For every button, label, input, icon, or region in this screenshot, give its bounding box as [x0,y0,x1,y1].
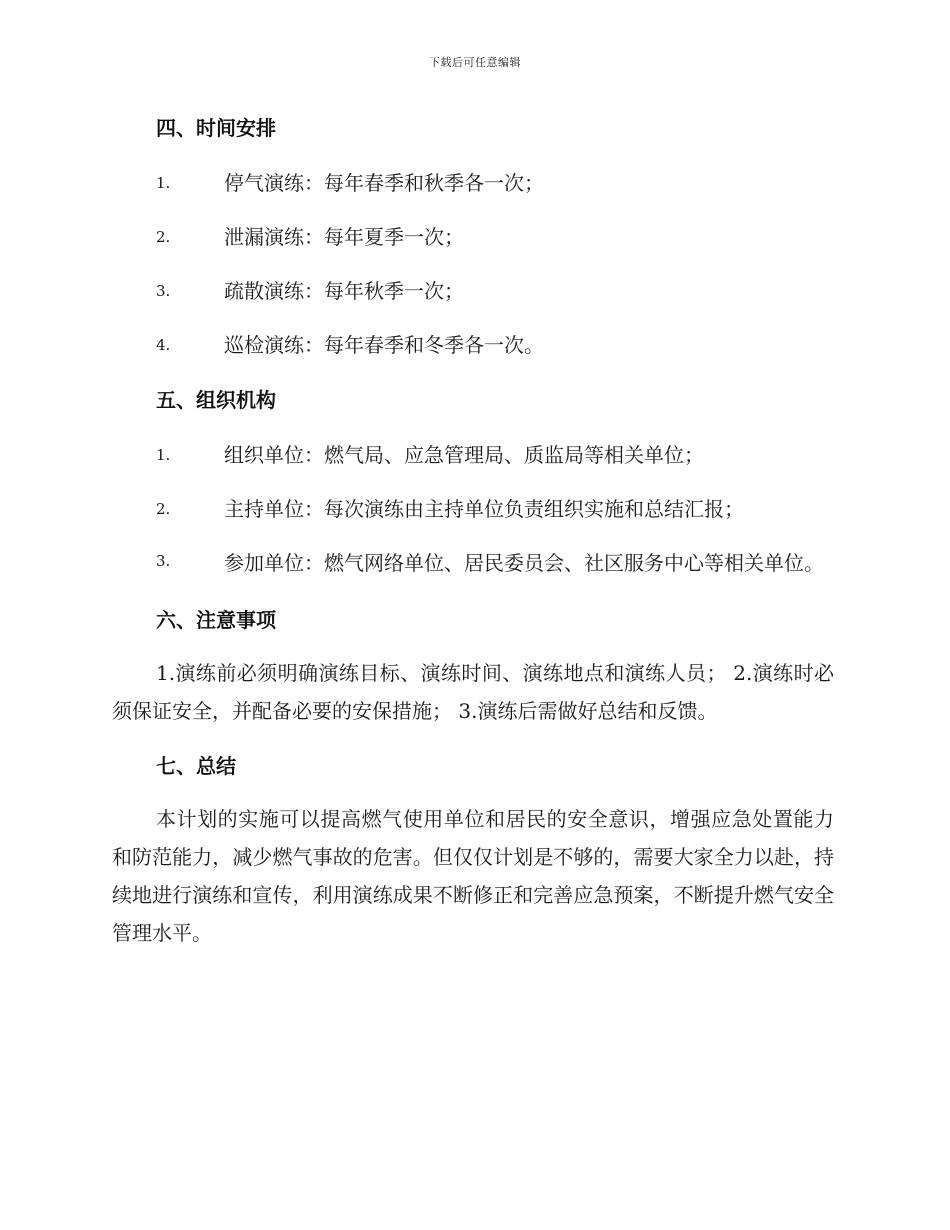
notes-paragraph: 1.演练前必须明确演练目标、演练时间、演练地点和演练人员； 2.演练时必须保证安全，并配备必要的安保措施； 3.演练后需做好总结和反馈。 [112,661,834,723]
list-item [112,490,834,528]
section-heading-summary: 七、总结 [156,754,236,778]
list-number: 4. [156,336,171,354]
list-item [112,272,834,310]
list-item [112,218,834,256]
section-heading-notes: 六、注意事项 [156,608,276,632]
list-text: 停气演练：每年春季和秋季各一次； [224,171,544,195]
list-item [112,542,834,584]
page-header: 下载后可任意编辑 [429,56,521,69]
list-text: 组织单位：燃气局、应急管理局、质监局等相关单位； [224,443,704,467]
section-heading-schedule: 四、时间安排 [156,116,276,140]
list-text: 疏散演练：每年秋季一次； [224,279,464,303]
list-number: 3. [156,552,171,570]
summary-paragraph: 本计划的实施可以提高燃气使用单位和居民的安全意识，增强应急处置能力和防范能力，减少燃气事故的危害。但仅仅计划是不够的，需要大家全力以赴，持续地进行演练和宣传，利用演练成果不断修正和完善应急预案，不断提升燃气安全管理水平。 [112,807,834,945]
list-item [112,436,834,474]
list-number: 1. [156,174,171,192]
list-text: 泄漏演练：每年夏季一次； [224,225,464,249]
list-number: 3. [156,282,171,300]
list-text: 巡检演练：每年春季和冬季各一次。 [224,333,544,357]
list-item [112,164,834,202]
list-number: 1. [156,446,171,464]
list-number: 2. [156,228,171,246]
list-number: 2. [156,500,171,518]
list-item [112,326,834,364]
list-text: 参加单位：燃气网络单位、居民委员会、社区服务中心等相关单位。 [224,551,824,575]
list-text: 主持单位：每次演练由主持单位负责组织实施和总结汇报； [224,497,744,521]
document-body [112,108,834,952]
section-heading-organization: 五、组织机构 [156,388,276,412]
